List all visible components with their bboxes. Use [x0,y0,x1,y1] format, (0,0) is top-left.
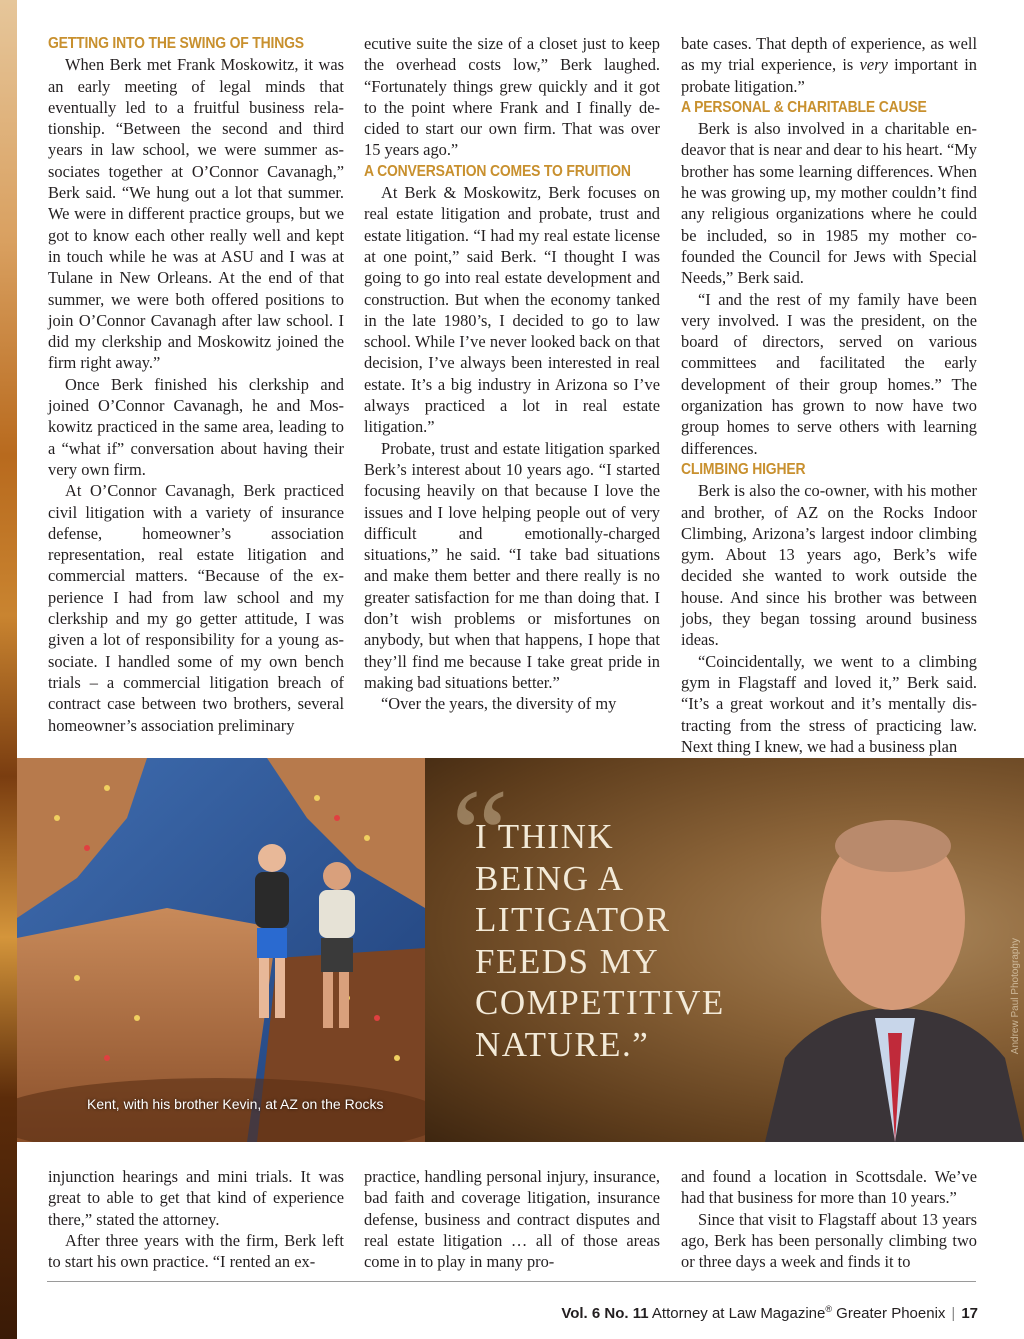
paragraph: Berk is also involved in a charitable endeavor that is near and dear to his heart. “My brother has some learning differences. When he was growing up, my mother couldn’t find any religious organizations where he could be included, so in 1985 my mother co-founded the Council for Jews with Special Needs,” Berk said. [681,119,977,288]
page-number: 17 [961,1305,978,1322]
portrait-quote-photo [425,758,1024,1142]
magazine-name: Attorney at Law Magazine [651,1305,826,1322]
footer-divider [47,1281,976,1282]
paragraph: “Coincidentally, we went to a climbing gym in Flagstaff and loved it,” Berk said. “It’s a great workout and it’s mentally distracting from the stress of practicing law. Next thing I knew, we had a business plan [681,651,977,756]
paragraph: Probate, trust and estate litigation sparked Berk’s interest about 10 years ago. “I started focusing heavily on that because I love the issues and I love helping people out of very difficult and emotionally-charged situations,” he said. “I take bad situations and make them better and there really is no greater satisfaction for me than doing that. I don’t wish problems or misfortunes on anybody, but when that happens, I hope that they’ll find me because I take great pride in making bad situations better.” [364,438,660,692]
paragraph [681,33,977,97]
photo-band [17,758,1024,1142]
climbing-gym-photo [17,758,425,1142]
article-column-2 [364,33,660,715]
article-bottom-column-2 [364,1166,660,1272]
issue-number: Vol. 6 No. 11 [561,1305,649,1322]
article-bottom-column-3 [681,1166,977,1272]
photo-credit: Andrew Paul Photography [1010,938,1021,1055]
edition-name: Greater Phoenix [836,1305,946,1322]
paragraph: After three years with the firm, Berk left to start his own practice. “I rented an ex- [48,1230,344,1272]
paragraph: When Berk met Frank Moskowitz, it was an early meeting of legal minds that eventually led to a fruitful business relationship. “Between the second and third years in law school, we were summer associates together at O’Connor Cavanagh,” Berk said. “We hung out a lot that summer. We were in different practice groups, but we got to know each other really well and kept in touch while he was at ASU and I was at Tulane in New Orleans. At the end of that summer, we were both offered positions to join O’Connor Cavanagh after law school. I did my clerkship and Moskowitz joined the firm right away.” [48,55,344,373]
article-column-1 [48,33,344,736]
article-top-columns [17,0,1024,755]
paragraph: Since that visit to Flagstaff about 13 years ago, Berk has been personally climbing two or three days a week and finds it to [681,1209,977,1272]
paragraph: injunction hearings and mini trials. It was great to able to get that kind of experience there,” stated the attorney. [48,1167,344,1229]
page-footer [561,1304,978,1322]
footer-separator: | [951,1305,956,1322]
quote-mark: “ [451,763,509,907]
paragraph: At Berk & Moskowitz, Berk focuses on real estate litigation and probate, trust and estate litigation. “I had my real estate license at one point,” said Berk. “I thought I was going to go into real estate development and construction. But when the economy tanked in the late 1980’s, I decided to go to law school. While I’ve never looked back on that decision, I’ve always been interested in real estate. It’s a big industry in Arizona so I’ve always practiced a lot in real estate litigation.” [364,183,660,437]
paragraph: and found a location in Scottsdale. We’ve had that business for more than 10 years.” [681,1167,977,1208]
section-heading: GETTING INTO THE SWING OF THINGS [48,35,304,52]
paragraph: At O’Connor Cavanagh, Berk practiced civil litigation with a variety of insurance defense, homeowner’s association representation, real estate litigation and commercial matters. “Because of the experience I had from law school and my clerkship and my go getter attitude, I was given a lot of responsibility for a young associate. I handled some of my own bench trials – a commercial litigation breach of contract case between two brothers, several homeowner’s association preliminary [48,481,344,735]
section-heading: A PERSONAL & CHARITABLE CAUSE [681,98,927,116]
paragraph: “I and the rest of my family have been very involved. I was the president, on the board of directors, served on various committees and facilitated the early development of their group homes.” The organization has grown to now have two group homes to serve others with learning differences. [681,289,977,458]
paragraph: Once Berk finished his clerkship and joined O’Connor Cavanagh, he and Moskowitz practiced in the same area, leading to a “what if” conversation about having their very own firm. [48,374,344,479]
emphasis: very [859,55,888,75]
paragraph-text: important in probate litigation.” [681,55,977,96]
pull-quote: I THINK BEING A LITIGATOR FEEDS MY COMPETITIVE NATURE.” [475,817,725,1064]
registered-mark: ® [825,1304,832,1314]
paragraph: ecutive suite the size of a closet just to keep the overhead costs low,” Berk laughed. “Fortunately things grew quickly and it got to the point where Frank and I finally decided to start our own firm. That was over 15 years ago.” [364,34,660,160]
decorative-edge-strip [0,0,17,1339]
climbing-gym-illustration [17,758,425,1142]
paragraph: Berk is also the co-owner, with his mother and brother, of AZ on the Rocks Indoor Climbing, Arizona’s largest indoor climbing gym. About 13 years ago, Berk’s wife decided she wanted to work outside the house. And since his brother was between jobs, they began tossing around business ideas. [681,481,977,650]
article-column-3 [681,33,977,757]
paragraph-text: bate cases. That depth of experience, as well as my trial experience, is [681,34,977,75]
paragraph: “Over the years, the diversity of my [381,694,617,714]
photo-caption: Kent, with his brother Kevin, at AZ on the Rocks [87,1096,384,1112]
article-bottom-column-1 [48,1166,344,1272]
section-heading: A CONVERSATION COMES TO FRUITION [364,162,631,180]
section-heading: CLIMBING HIGHER [681,460,806,478]
paragraph: practice, handling personal injury, insurance, bad faith and coverage litigation, insurance defense, business and contract disputes and real estate litigation … all of those areas come in to play in many pro- [364,1167,660,1272]
